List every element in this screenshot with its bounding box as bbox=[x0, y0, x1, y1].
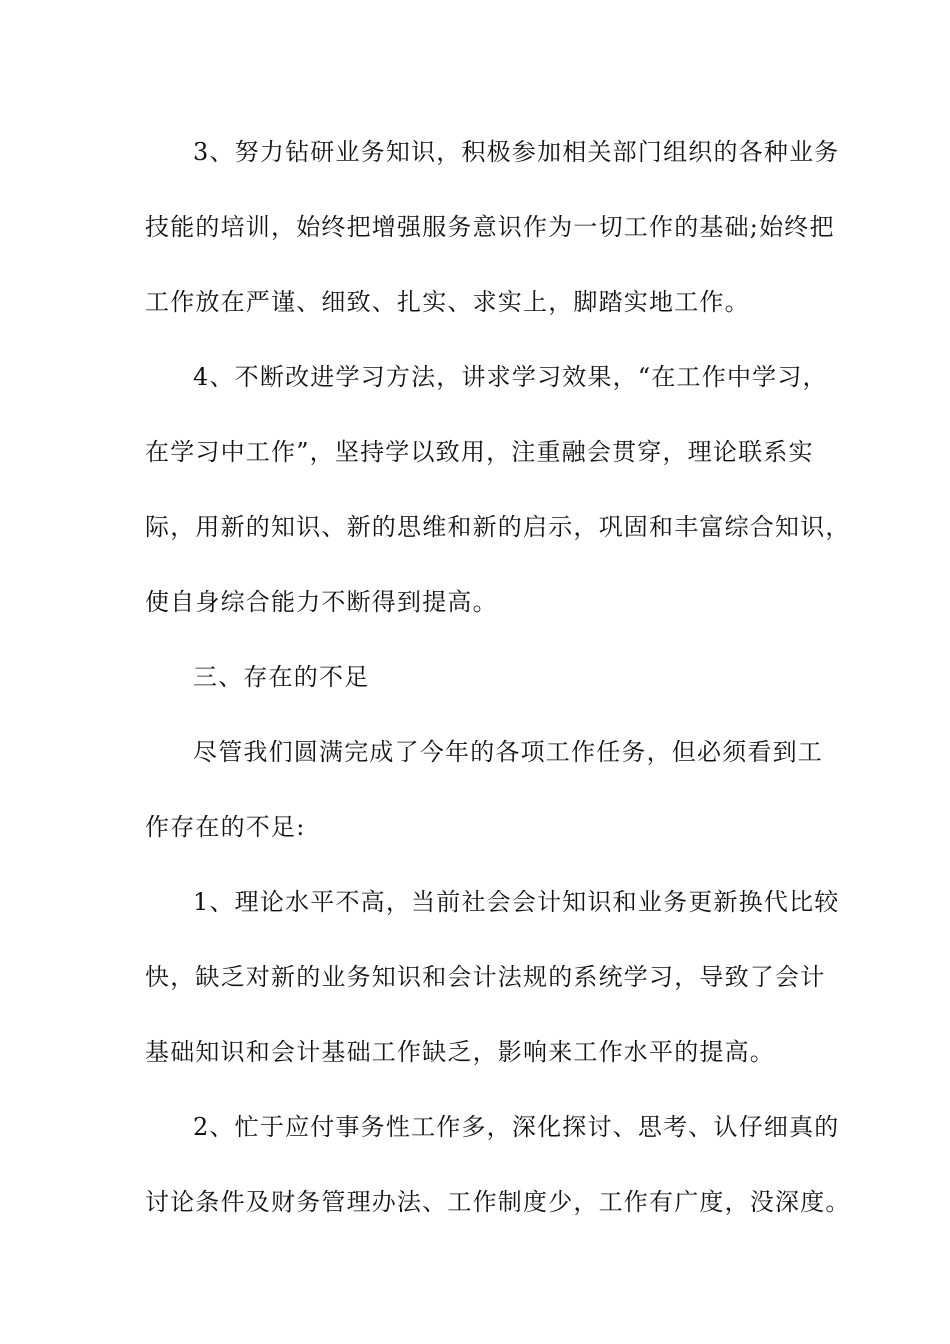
text-line-1: 3、努力钻研业务知识，积极参加相关部门组织的各种业务 bbox=[193, 138, 840, 166]
text-line-11: 1、理论水平不高，当前社会会计知识和业务更新换代比较 bbox=[193, 888, 840, 916]
text-line-5: 在学习中工作”，坚持学以致用，注重融会贯穿，理论联系实 bbox=[145, 438, 814, 466]
text-line-10: 作存在的不足: bbox=[145, 813, 306, 841]
text-line-12: 快，缺乏对新的业务知识和会计法规的系统学习，导致了会计 bbox=[145, 963, 826, 991]
text-line-7: 使自身综合能力不断得到提高。 bbox=[145, 588, 498, 616]
text-line-3: 工作放在严谨、细致、扎实、求实上，脚踏实地工作。 bbox=[145, 288, 750, 316]
text-line-9: 尽管我们圆满完成了今年的各项工作任务，但必须看到工 bbox=[193, 738, 823, 766]
text-line-2: 技能的培训，始终把增强服务意识作为一切工作的基础;始终把 bbox=[145, 213, 835, 241]
text-line-14: 2、忙于应付事务性工作多，深化探讨、思考、认仔细真的 bbox=[193, 1113, 840, 1141]
text-line-6: 际，用新的知识、新的思维和新的启示，巩固和丰富综合知识， bbox=[145, 513, 851, 541]
section-heading: 三、存在的不足 bbox=[193, 663, 370, 691]
text-line-13: 基础知识和会计基础工作缺乏，影响来工作水平的提高。 bbox=[145, 1038, 775, 1066]
text-line-4: 4、不断改进学习方法，讲求学习效果，“在工作中学习， bbox=[193, 363, 828, 391]
document-body bbox=[145, 134, 851, 1259]
text-line-15: 讨论条件及财务管理办法、工作制度少，工作有广度，没深度。 bbox=[145, 1188, 851, 1216]
